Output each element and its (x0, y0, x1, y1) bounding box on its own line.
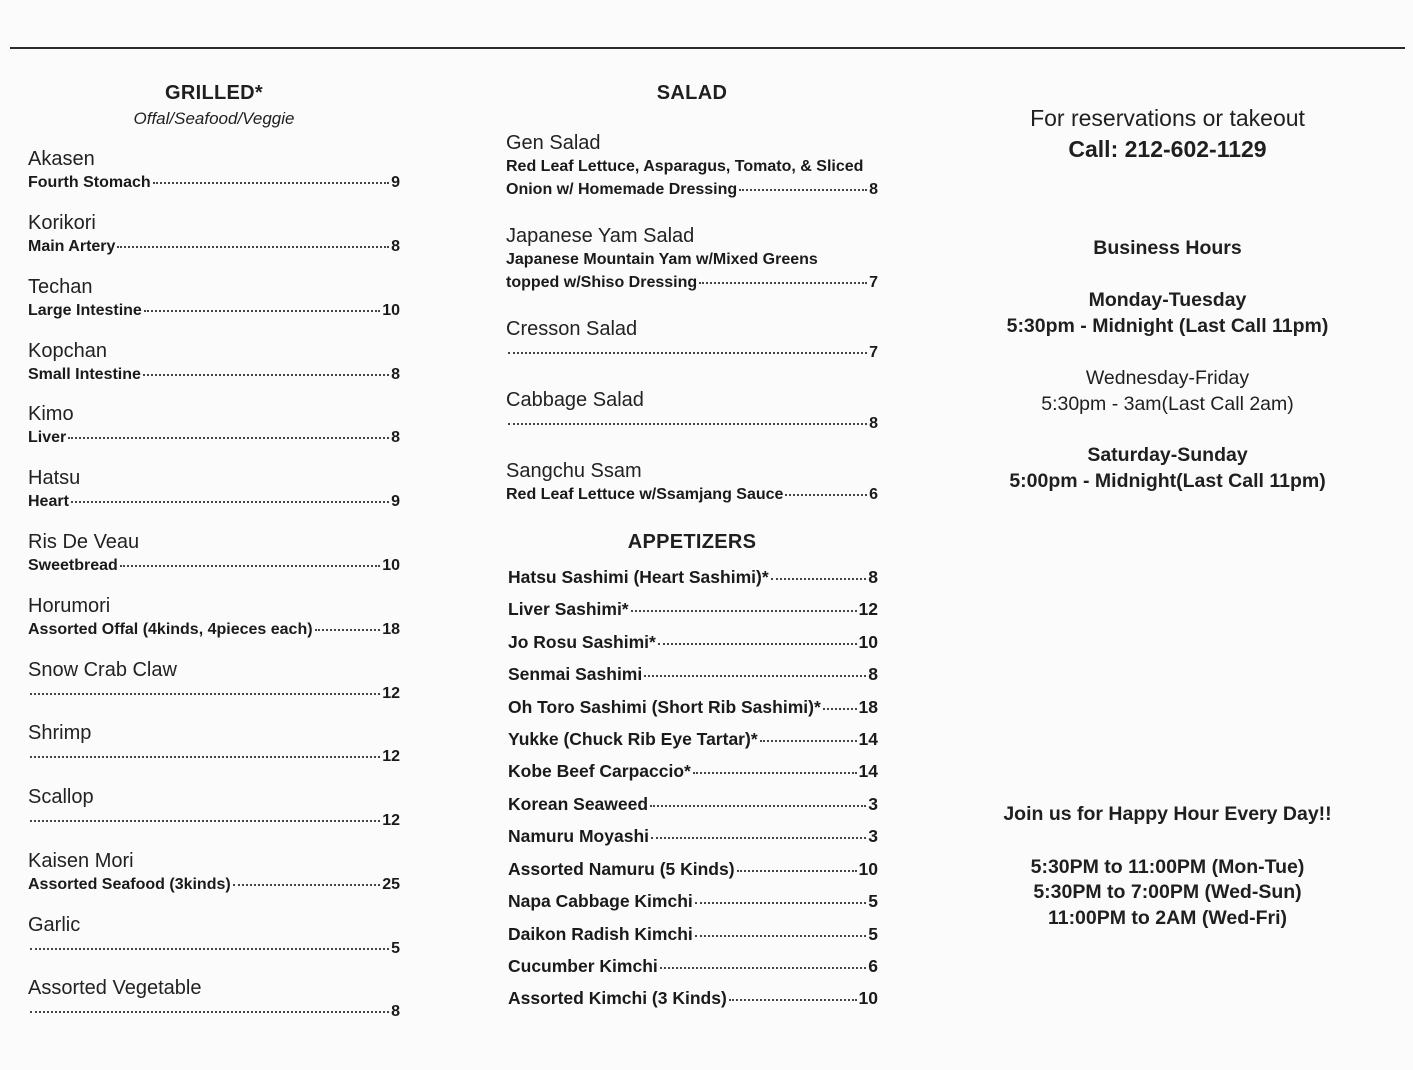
item-price: 5 (391, 940, 400, 957)
item-desc: Fourth Stomach (28, 174, 151, 191)
item-desc: Main Artery (28, 238, 116, 255)
item-desc: Red Leaf Lettuce w/Ssamjang Sauce (506, 486, 784, 503)
dot-leader (760, 739, 857, 742)
dot-leader (729, 998, 857, 1001)
item-name: Liver Sashimi* (508, 599, 629, 619)
item-price: 18 (382, 621, 400, 638)
dot-leader (71, 500, 389, 503)
grilled-title: GRILLED* (165, 82, 263, 104)
appetizer-item (508, 630, 878, 654)
item-desc: Heart (28, 493, 69, 510)
dot-leader (737, 869, 857, 872)
appetizer-item (508, 792, 878, 816)
dot-leader (785, 493, 867, 496)
item-price: 8 (391, 1003, 400, 1020)
item-name: Japanese Yam Salad (506, 225, 695, 247)
top-divider (10, 47, 1405, 49)
menu-item (28, 211, 400, 258)
appetizer-item (508, 922, 878, 946)
item-price: 6 (868, 956, 878, 976)
item-name: Daikon Radish Kimchi (508, 924, 693, 944)
appetizer-item (508, 889, 878, 913)
item-price: 7 (869, 274, 878, 291)
dot-leader (117, 245, 389, 248)
item-price: 8 (391, 429, 400, 446)
dot-leader (508, 351, 867, 354)
menu-item (28, 976, 400, 1023)
item-desc: Assorted Offal (4kinds, 4pieces each) (28, 621, 313, 638)
happy-hour-line: 5:30PM to 7:00PM (Wed-Sun) (1033, 881, 1302, 903)
happy-hour-line: 5:30PM to 11:00PM (Mon-Tue) (1030, 856, 1305, 878)
dot-leader (695, 934, 867, 937)
hours-title: Business Hours (1093, 237, 1242, 259)
item-name: Sangchu Ssam (506, 460, 642, 482)
item-price: 9 (391, 174, 400, 191)
menu-item (28, 849, 400, 896)
item-name: Hatsu Sashimi (Heart Sashimi)* (508, 567, 769, 587)
item-desc: topped w/Shiso Dressing (506, 274, 698, 291)
menu-item (28, 721, 400, 768)
dot-leader (153, 181, 389, 184)
hours-time: 5:00pm - Midnight(Last Call 11pm) (1009, 470, 1326, 492)
appetizer-item (508, 662, 878, 686)
item-price: 12 (858, 599, 878, 619)
item-price: 9 (391, 493, 400, 510)
item-name: Napa Cabbage Kimchi (508, 891, 693, 911)
item-name: Jo Rosu Sashimi* (508, 632, 656, 652)
item-name: Cresson Salad (506, 318, 638, 340)
item-price: 3 (868, 794, 878, 814)
item-name: Ris De Veau (28, 531, 140, 553)
happy-hour-line: 11:00PM to 2AM (Wed-Fri) (1047, 907, 1288, 929)
item-price: 10 (858, 632, 878, 652)
item-price: 18 (858, 697, 878, 717)
reservation-line: For reservations or takeout (1030, 105, 1305, 131)
item-price: 3 (868, 826, 878, 846)
appetizer-item (508, 954, 878, 978)
dot-leader (823, 707, 857, 710)
dot-leader (693, 771, 857, 774)
item-price: 12 (382, 812, 400, 829)
dot-leader (68, 436, 389, 439)
item-desc: Onion w/ Homemade Dressing (506, 181, 738, 198)
appetizer-item (508, 727, 878, 751)
hours-days: Saturday-Sunday (1087, 444, 1248, 466)
dot-leader (30, 755, 380, 758)
item-desc: Red Leaf Lettuce, Asparagus, Tomato, & Sliced (506, 158, 864, 175)
menu-item (506, 317, 878, 364)
menu-item (28, 913, 400, 960)
item-price: 7 (869, 344, 878, 361)
dot-leader (658, 642, 857, 645)
item-name: Kaisen Mori (28, 850, 134, 872)
menu-item (506, 224, 878, 294)
item-price: 10 (382, 557, 400, 574)
dot-leader (30, 947, 389, 950)
happy-hour-title: Join us for Happy Hour Every Day!! (1003, 803, 1332, 825)
appetizer-item (508, 597, 878, 621)
item-desc: Assorted Seafood (3kinds) (28, 876, 231, 893)
hours-time: 5:30pm - Midnight (Last Call 11pm) (1006, 315, 1329, 337)
item-name: Horumori (28, 595, 111, 617)
dot-leader (30, 819, 380, 822)
menu-item (28, 402, 400, 449)
dot-leader (631, 609, 857, 612)
dot-leader (699, 281, 867, 284)
appetizer-item (508, 824, 878, 848)
item-price: 8 (869, 415, 878, 432)
item-name: Cabbage Salad (506, 389, 644, 411)
item-price: 8 (391, 366, 400, 383)
dot-leader (739, 188, 867, 191)
menu-item (28, 466, 400, 513)
item-price: 10 (858, 988, 878, 1008)
grilled-subtitle: Offal/Seafood/Veggie (133, 109, 295, 128)
item-name: Assorted Namuru (5 Kinds) (508, 859, 735, 879)
item-name: Korean Seaweed (508, 794, 649, 814)
hours-time: 5:30pm - 3am(Last Call 2am) (1041, 393, 1294, 415)
item-name: Assorted Kimchi (3 Kinds) (508, 988, 727, 1008)
item-name: Gen Salad (506, 132, 601, 154)
item-name: Kopchan (28, 340, 107, 362)
item-name: Snow Crab Claw (28, 659, 177, 681)
appetizer-item (508, 695, 878, 719)
item-price: 8 (391, 238, 400, 255)
item-name: Shrimp (28, 722, 92, 744)
appetizers-title: APPETIZERS (627, 531, 757, 553)
item-name: Oh Toro Sashimi (Short Rib Sashimi)* (508, 697, 821, 717)
item-price: 5 (868, 891, 878, 911)
item-name: Garlic (28, 914, 81, 936)
item-name: Senmai Sashimi (508, 664, 643, 684)
item-name: Scallop (28, 786, 94, 808)
item-name: Kimo (28, 403, 74, 425)
dot-leader (651, 836, 866, 839)
hours-days: Monday-Tuesday (1088, 289, 1247, 311)
menu-item (506, 459, 878, 506)
item-price: 14 (858, 729, 878, 749)
item-name: Cucumber Kimchi (508, 956, 658, 976)
item-price: 12 (382, 748, 400, 765)
dot-leader (315, 628, 381, 631)
item-price: 8 (869, 181, 878, 198)
dot-leader (30, 692, 380, 695)
item-name: Techan (28, 276, 93, 298)
item-price: 8 (868, 664, 878, 684)
appetizer-item (508, 857, 878, 881)
menu-item (28, 147, 400, 194)
menu-item (506, 131, 878, 201)
menu-item (28, 530, 400, 577)
item-name: Akasen (28, 148, 95, 170)
dot-leader (660, 966, 867, 969)
item-price: 5 (868, 924, 878, 944)
menu-item (28, 339, 400, 386)
dot-leader (650, 804, 866, 807)
menu-item (28, 275, 400, 322)
item-desc: Small Intestine (28, 366, 141, 383)
menu-item (28, 658, 400, 705)
appetizer-item (508, 986, 878, 1010)
item-price: 10 (382, 302, 400, 319)
dot-leader (695, 901, 866, 904)
item-price: 8 (868, 567, 878, 587)
menu-item (506, 388, 878, 435)
dot-leader (30, 1010, 389, 1013)
item-name: Namuru Moyashi (508, 826, 649, 846)
appetizer-item (508, 759, 878, 783)
item-name: Yukke (Chuck Rib Eye Tartar)* (508, 729, 758, 749)
salad-title: SALAD (656, 82, 728, 104)
item-price: 10 (858, 859, 878, 879)
menu-item (28, 594, 400, 641)
dot-leader (644, 674, 866, 677)
item-desc: Large Intestine (28, 302, 142, 319)
dot-leader (771, 577, 867, 580)
item-name: Assorted Vegetable (28, 977, 202, 999)
item-desc: Japanese Mountain Yam w/Mixed Greens (506, 251, 818, 268)
dot-leader (143, 373, 389, 376)
item-desc: Liver (28, 429, 67, 446)
item-price: 25 (382, 876, 400, 893)
item-name: Hatsu (28, 467, 81, 489)
menu-item (28, 785, 400, 832)
item-desc: Sweetbread (28, 557, 118, 574)
hours-days: Wednesday-Friday (1085, 367, 1250, 389)
dot-leader (120, 564, 380, 567)
item-price: 12 (382, 685, 400, 702)
item-name: Kobe Beef Carpaccio* (508, 761, 691, 781)
dot-leader (508, 422, 867, 425)
item-name: Korikori (28, 212, 96, 234)
appetizer-item (508, 565, 878, 589)
dot-leader (233, 883, 381, 886)
item-price: 6 (869, 486, 878, 503)
dot-leader (144, 309, 380, 312)
phone-line: Call: 212-602-1129 (1068, 136, 1267, 162)
item-price: 14 (858, 761, 878, 781)
